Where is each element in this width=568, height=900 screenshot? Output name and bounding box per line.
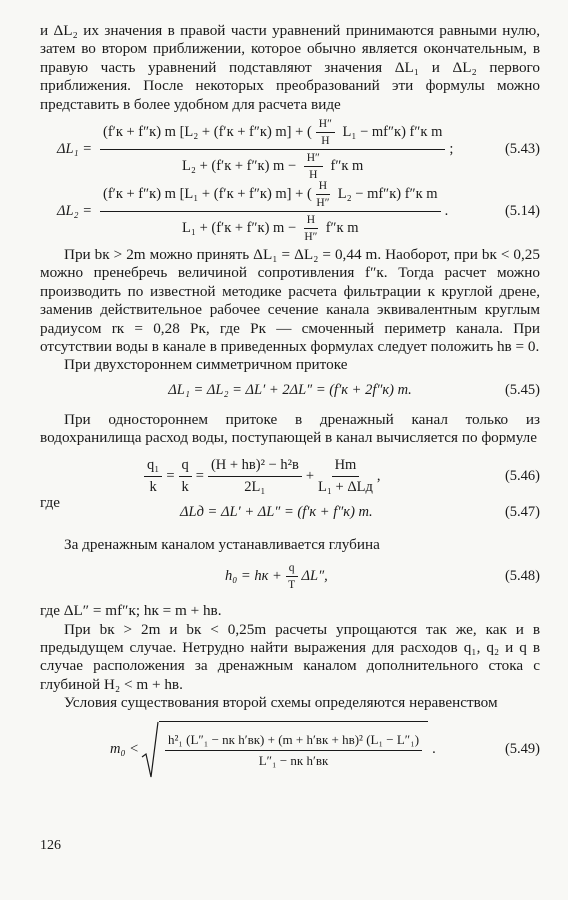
paragraph-5: За дренажным каналом устанавливается глубина [64, 535, 380, 553]
sub-frac-den: H [321, 134, 330, 147]
equation-number: (5.45) [504, 382, 540, 399]
equation-number: (5.14) [504, 202, 540, 219]
main-fraction: (f′к + f″к) m [L₂ + (f′к + f″к) m] + ( $\frac{H''}{H}$ L₁ − mf″к) f″к m L₂ + (f′к + f″к) m − $\frac{H''}{H}$ f″к m [100, 118, 445, 181]
numerator-part: (f′к + f″к) m [L₂ + (f′к + f″к) m] + [103, 123, 304, 140]
equation-rhs: ΔL″, [301, 567, 328, 584]
equation-5-47 [40, 493, 540, 526]
numerator-part: f″к m [404, 185, 438, 202]
paragraph-3: При двухстороннем симметричном притоке [64, 356, 348, 374]
denominator-part: L₁ + (f′к + f″к) m − [182, 219, 297, 236]
equation-5-46 [40, 454, 540, 500]
sub-frac-num: H″ [316, 118, 335, 133]
equation-lhs: m₀ < [110, 741, 139, 758]
fraction-main [208, 457, 302, 496]
where-label: где [40, 493, 60, 511]
paragraph-4: При одностороннем притоке в дренажный канал только из водохранилища расход воды, поступающей в канал вычисляется по формуле [40, 410, 540, 447]
frac-den: k [149, 479, 157, 496]
frac-den: L₁ + ΔLд [318, 479, 373, 496]
plus-sign: + [305, 468, 314, 485]
numerator-part: f″к m [409, 123, 443, 140]
fraction-second [318, 457, 373, 496]
equation-lhs: ΔL₁ = [56, 140, 92, 157]
equals-sign: = [166, 468, 175, 485]
frac-den: L″₁ − nк h′вк [258, 752, 329, 768]
equation-5-49 [40, 719, 540, 781]
equation-text: ΔL₁ = ΔL₂ = ΔL′ + 2ΔL″ = (f′к + 2f″к) m. [168, 382, 412, 399]
main-fraction: (f′к + f″к) m [L₁ + (f′к + f″к) m] + ( $\frac{H}{H''}$ L₂ − mf″к) f″к m L₁ + (f′к + f″к) m − $\frac{H}{H''}$ f″к m [100, 180, 441, 243]
numerator-part: L₁ − mf″к [342, 123, 402, 140]
equation-number: (5.43) [504, 140, 540, 157]
fraction-q1-k [144, 457, 162, 496]
frac-num: q [286, 562, 298, 577]
numerator-part: L₂ − mf″к [337, 185, 397, 202]
paragraph-7: При bк > 2m и bк < 0,25m расчеты упрощаются так же, как и в предыдущем случае. Нетрудно найти выражения для расходов q₁, q₂ и q в случае расположения за дренажным каналом дополнительного стока с глубиной H₂ < m + hв. [40, 620, 540, 693]
paragraph-2: При bк > 2m можно принять ΔL₁ = ΔL₂ = 0,44 m. Наоборот, при bк < 0,25 можно пренебречь величиной сопротивления f″к. Тогда расчет можно производить по известной методике расчета фильтрации к круглой дрене, заменив действительное рабочее сечение канала эквивалентным круглым радиусом rк = 0,28 Pк, где Pк — смоченный периметр канала. При отсутствии воды в канале в приведенных формулах следует положить hв = 0. [40, 246, 540, 356]
frac-num: h²₁ (L″₁ − nк h′вк) + (m + h′вк + hв)² (L₁ − L″₁) [165, 732, 422, 751]
equation-lhs: h₀ = hк + [225, 567, 282, 584]
frac-den: 2L₁ [244, 479, 266, 496]
equals-sign: = [195, 468, 204, 485]
equation-5-44 [40, 179, 540, 243]
frac-den: T [288, 578, 296, 591]
frac-num: (H + hв)² − h²в [208, 457, 302, 477]
equation-5-45 [40, 375, 540, 407]
sub-frac-num: H [316, 180, 330, 195]
equation-number: (5.46) [504, 468, 540, 485]
paragraph-8: Условия существования второй схемы определяются неравенством [64, 694, 498, 712]
radicand [159, 721, 428, 779]
page-body [40, 22, 540, 781]
frac-den: k [181, 479, 189, 496]
equation-tail: . [432, 741, 436, 758]
equation-tail: ; [449, 140, 454, 157]
denominator-part: f″к m [325, 219, 359, 236]
equation-number: (5.49) [504, 741, 540, 758]
frac-num: Hm [332, 457, 360, 477]
square-root [141, 721, 428, 779]
page-number: 126 [40, 838, 61, 853]
equation-5-48 [40, 554, 540, 598]
fraction-q-k [179, 457, 192, 496]
sub-frac-num: H″ [304, 152, 323, 167]
equation-tail: , [376, 468, 381, 485]
equation-lhs: ΔL₂ = [56, 202, 92, 219]
sub-frac-den: H″ [316, 196, 330, 209]
equation-text: ΔLд = ΔL′ + ΔL″ = (f′к + f″к) m. [180, 504, 373, 521]
paragraph-6: где ΔL″ = mf″к; hк = m + hв. [40, 602, 222, 620]
fraction-q-t [286, 562, 298, 591]
frac-num: q [179, 457, 192, 477]
paragraph-1: и ΔL₂ их значения в правой части уравнений принимаются равными нулю, затем во втором приближении, которое обычно является окончательным, в правую часть уравнений подставляют значения ΔL₁ и ΔL₂ первого приближения. После некоторых преобразований эти формулы можно представить в более удобном для расчета виде [40, 22, 540, 113]
equation-5-43 [40, 117, 540, 181]
frac-num: q₁ [144, 457, 162, 477]
sub-frac-den: H″ [304, 230, 318, 243]
sub-frac-den: H [309, 168, 318, 181]
radical-sign-icon [141, 721, 159, 779]
denominator-part: f″к m [330, 157, 364, 174]
equation-number: (5.48) [504, 567, 540, 584]
equation-number: (5.47) [504, 504, 540, 521]
equation-tail: . [444, 202, 449, 219]
numerator-part: (f′к + f″к) m [L₁ + (f′к + f″к) m] + [103, 185, 304, 202]
denominator-part: L₂ + (f′к + f″к) m − [182, 157, 297, 174]
radicand-fraction [165, 732, 422, 769]
sub-frac-num: H [304, 214, 318, 229]
